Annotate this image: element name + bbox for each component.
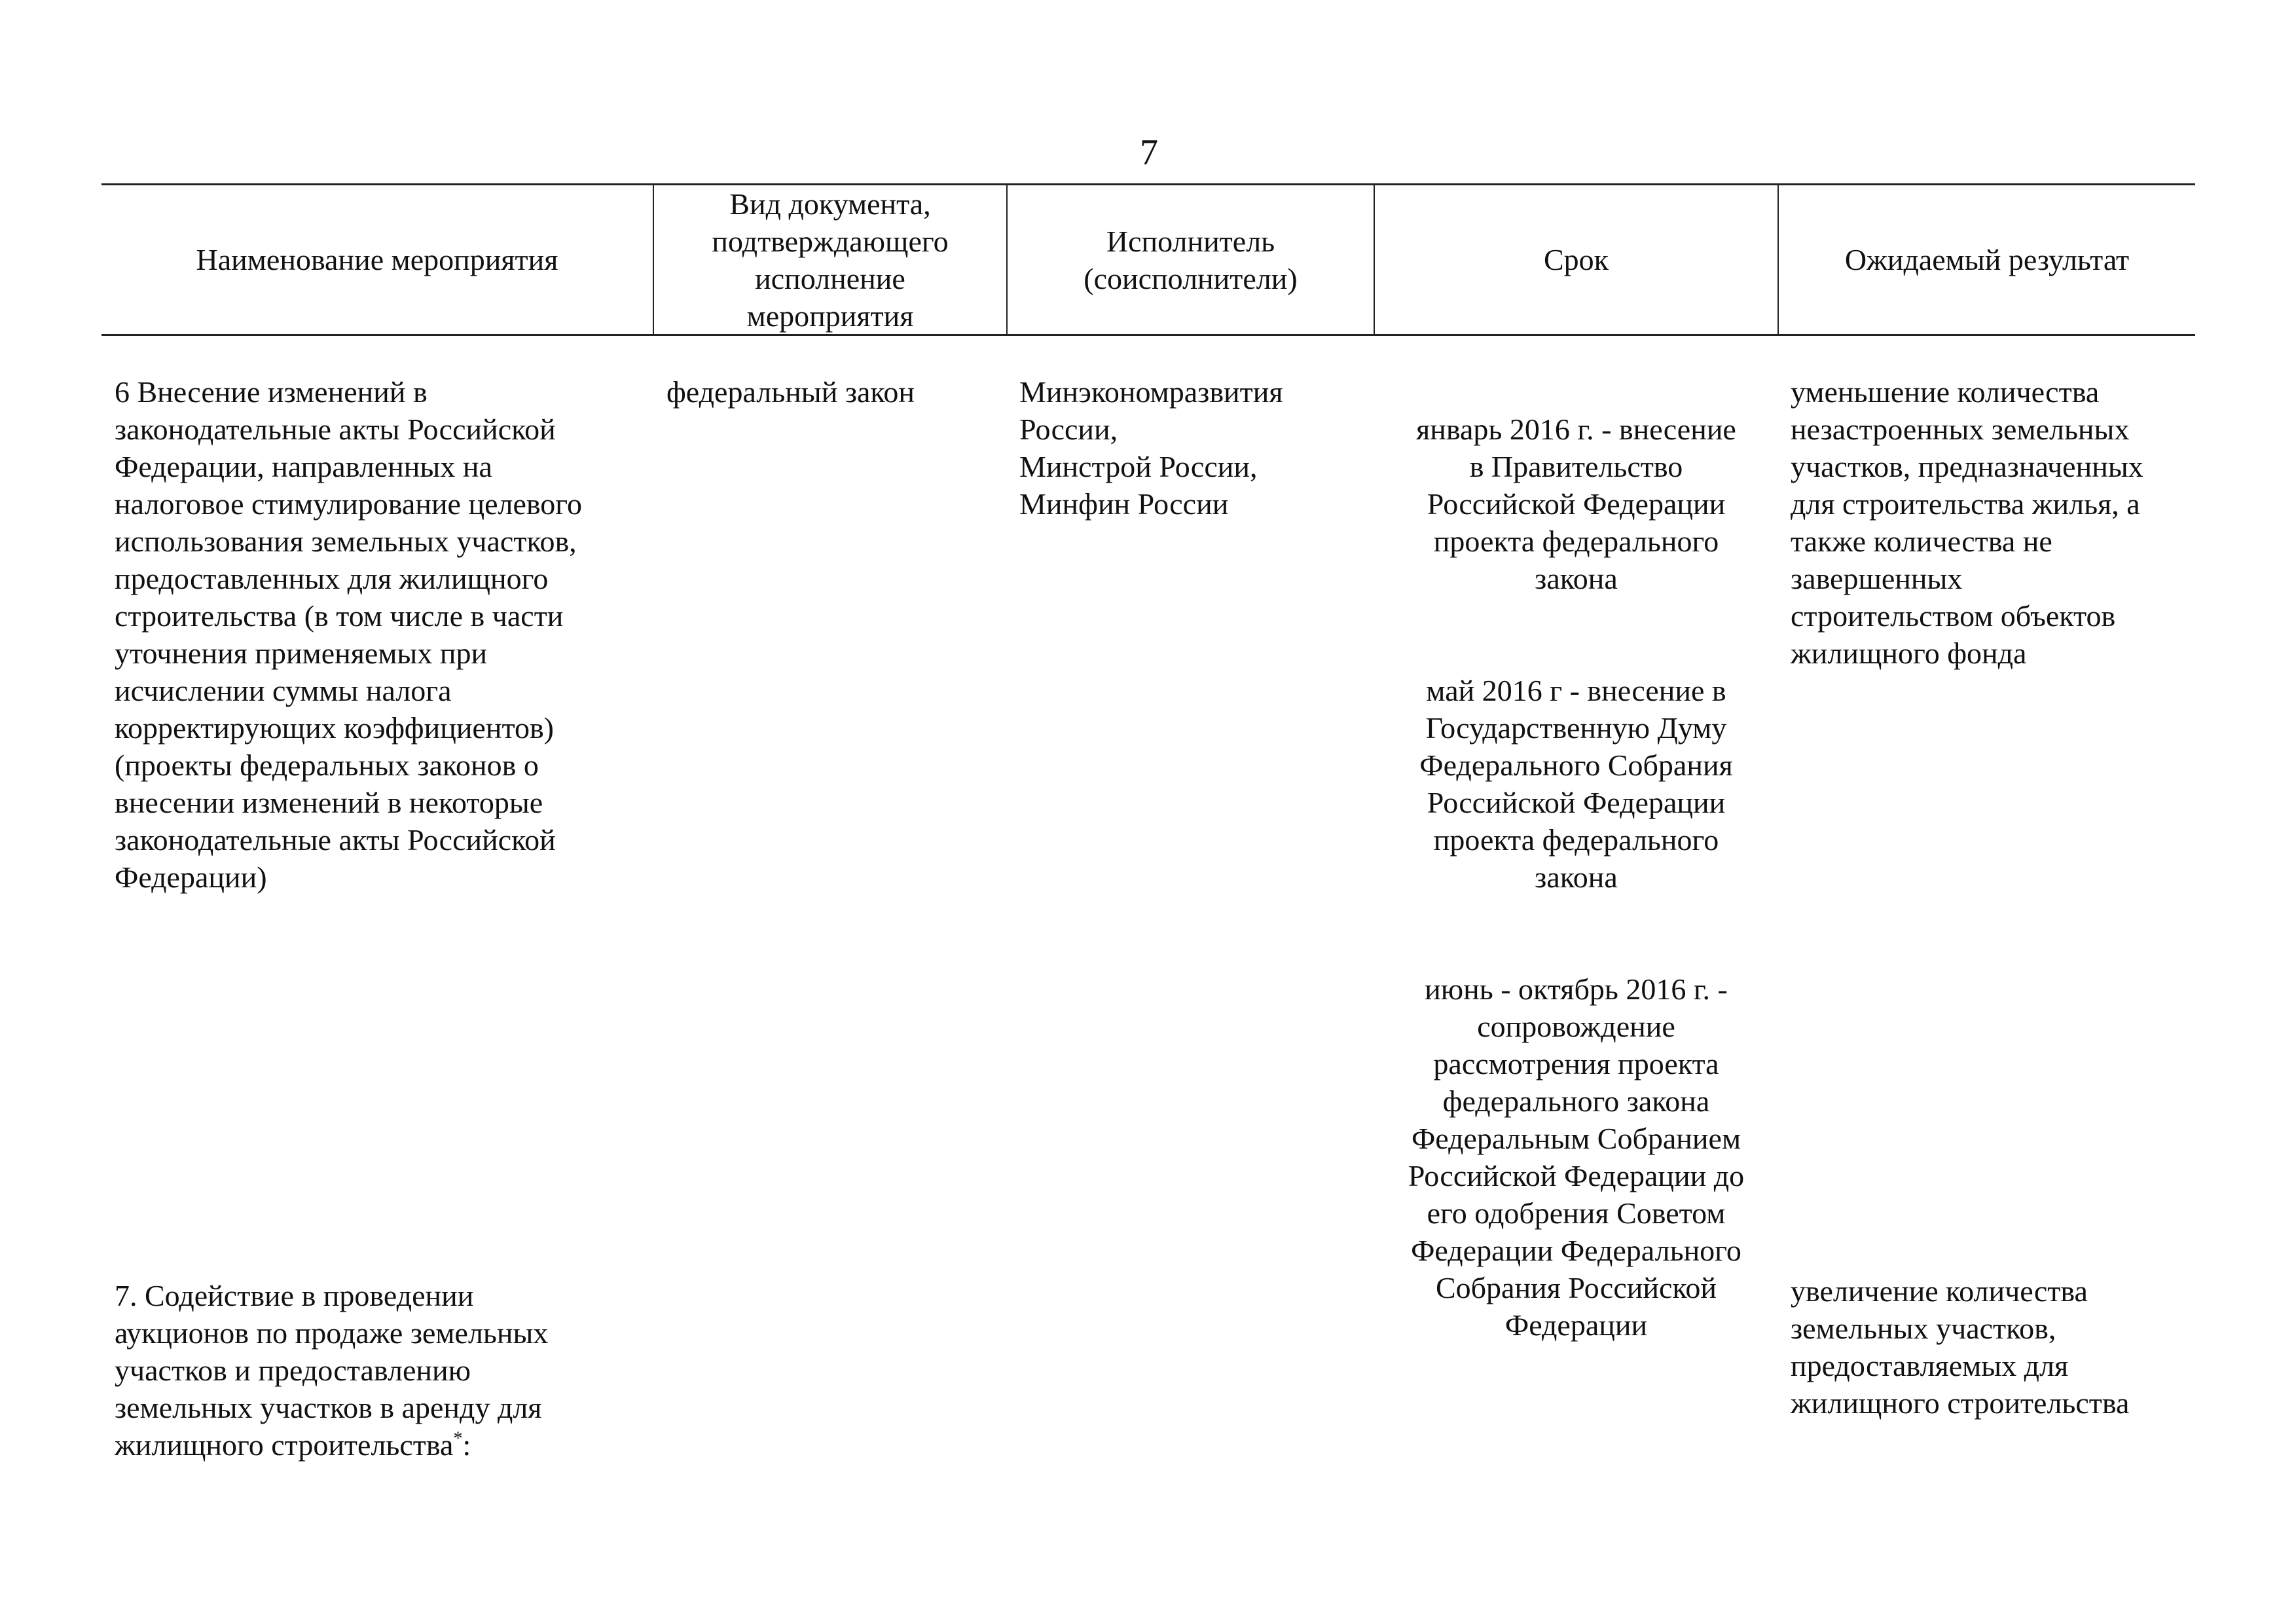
header-measure-label: Наименование мероприятия [196, 243, 558, 276]
footnote-marker: * [453, 1428, 463, 1449]
header-term [1375, 185, 1777, 334]
term-stage: май 2016 г - внесение в Государственную Думу Федерального Собрания Российской Федерации проекта федерального закона [1419, 674, 1733, 894]
header-result-label: Ожидаемый результат [1844, 243, 2130, 276]
term-stage: январь 2016 г. - внесение в Правительство Российской Федерации проекта федерального закона [1416, 413, 1736, 595]
header-executor [1008, 185, 1374, 334]
row-6-doc-type: федеральный закон [666, 375, 915, 409]
row-7-result: увеличение количества земельных участков, предоставляемых для жилищного строительства [1791, 1274, 2130, 1420]
header-term-label: Срок [1543, 243, 1609, 276]
row-7-measure-text: 7. Содействие в проведении аукционов по продаже земельных участков и предоставлению земельных участков в аренду для жилищного строительства [115, 1279, 549, 1462]
header-doc-type [654, 185, 1006, 334]
row-6-measure: 6 Внесение изменений в законодательные акты Российской Федерации, направленных на налоговое стимулирование целевого использования земельных участков, предоставленных для жилищного строительства (в том числе в части уточнения применяемых при исчислении суммы налога корректирующих коэффициентов) (проекты федеральных законов о внесении изменений в некоторые законодательные акты Российской Федерации) [115, 375, 583, 894]
term-stage: июнь - октябрь 2016 г. - сопровождение рассмотрения проекта федерального закона Федеральным Собранием Российской Федерации до его одобрения Советом Федерации Федерального Собрания Российской Федерации [1408, 972, 1745, 1342]
page-number: 7 [1140, 132, 1158, 173]
row-6-executor: Минэкономразвития России, Минстрой России, Минфин России [1019, 375, 1283, 521]
table-header-bottom-rule [101, 334, 2195, 336]
row-6-result: уменьшение количества незастроенных земельных участков, предназначенных для строительства жилья, а также количества не завершенных строительством объектов жилищного фонда [1791, 375, 2143, 670]
row-7-measure-tail: : [462, 1428, 471, 1462]
header-measure [101, 185, 653, 334]
row-6-term [1375, 373, 1777, 1381]
header-executor-label: Исполнитель (соисполнители) [1084, 224, 1298, 295]
header-result [1779, 185, 2195, 334]
header-doc-type-label: Вид документа, подтверждающего исполнение мероприятия [712, 187, 949, 333]
row-7-measure [115, 1277, 651, 1464]
